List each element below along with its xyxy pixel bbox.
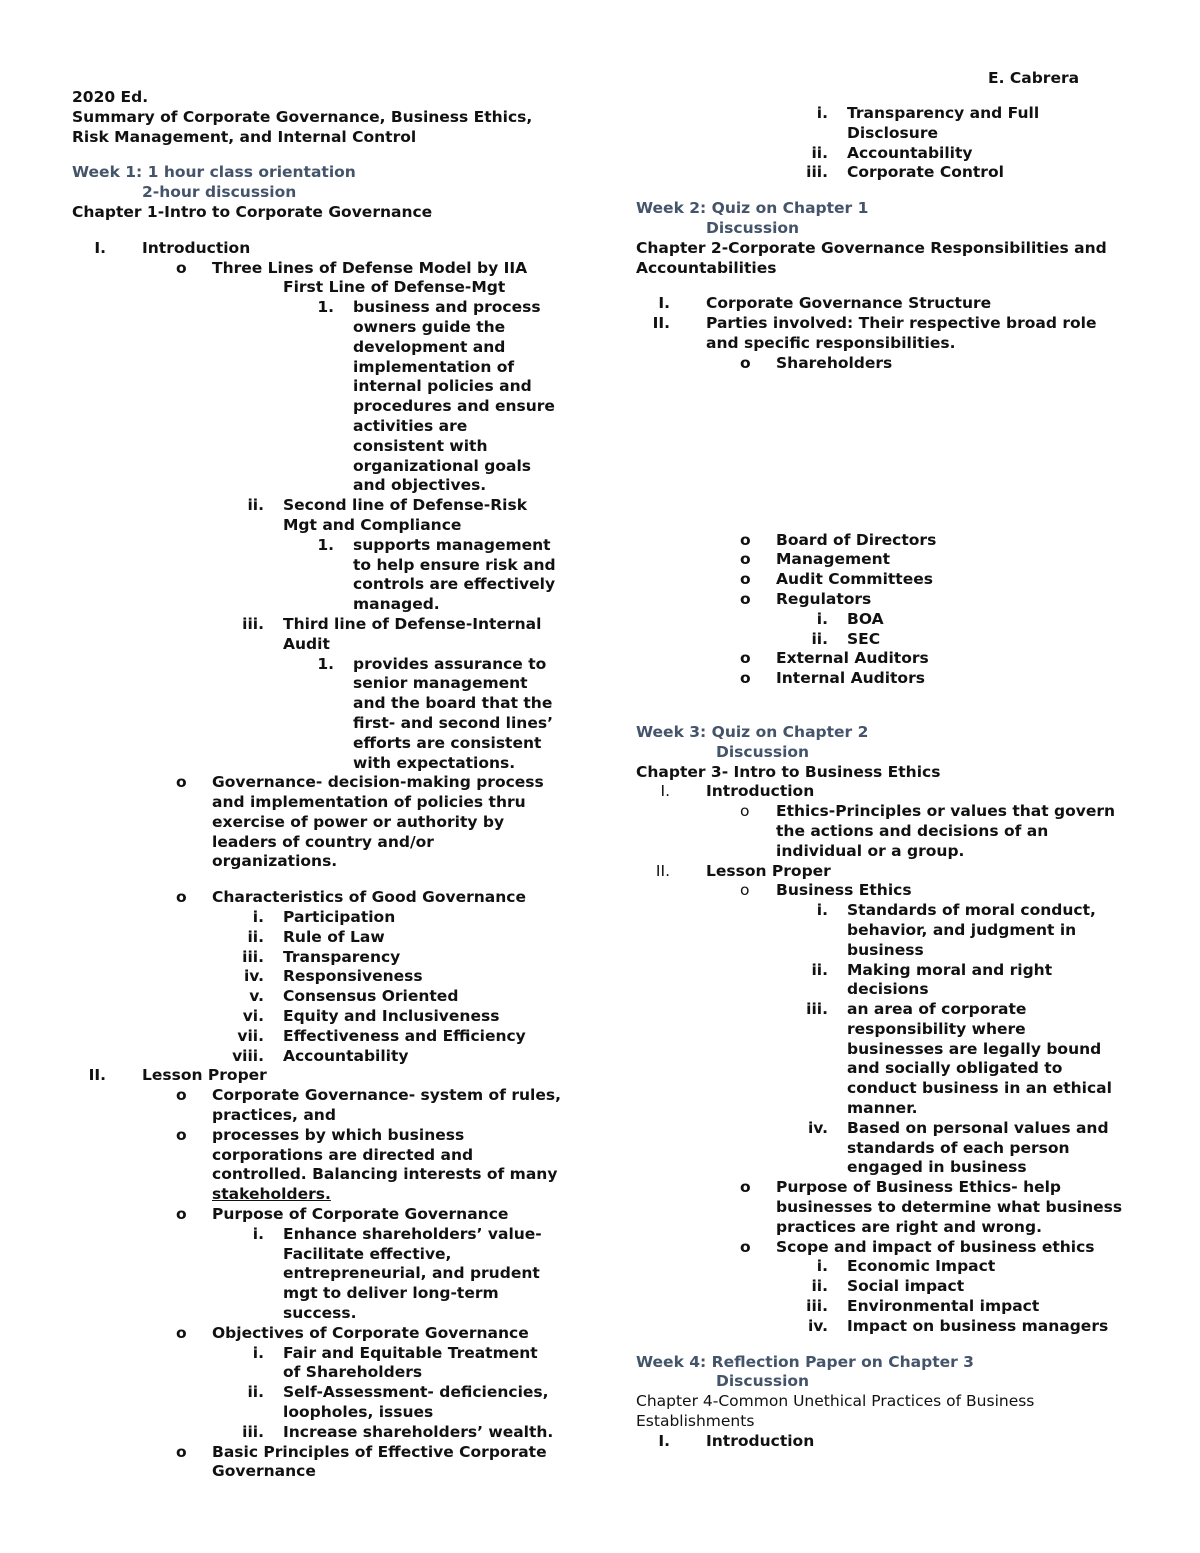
right-column: i. Transparency and Full Disclosure ii. Accountability iii. Corporate Control Week 2: Quiz on Chapter 1 Discussion Chapter 2-Corporate Governance Responsibilities and Accountabilities I. Corporate Governance Structure II. Parties involved: Their respective broad role and specific responsibilities. o Shareholders o Board of Directors o Management o Audit Committees o Regulators i. BOA ii. SEC o External Auditors o Internal Auditors Week 3: Quiz on Chapter 2 Discussion Chapter 3- Intro to Business Ethics I. Introduction o Ethics-Principles or values that govern the actions and decisions of an individual or a group. II. Lesson Proper o Business Ethics i. Standards of moral conduct, behavior, and judgment in business ii. Making moral and right decisions iii. an area of corporate responsibility where businesses are legally bound and socially obligated to conduct business in an ethical manner. iv. Based on personal values and standards of each person engaged in business o Purpose of Business Ethics- help businesses to determine what business practices are right and wrong. o Scope and impact of business ethics i. Economic Impact ii. Social impact iii. Environmental impact iv. Impact on business managers Week 4: Reflection Paper on Chapter 3 Discussion Chapter 4-Common Unethical Practices of Business Establishments I. Introduction [636,104,1156,1452]
list-item: ii. Making moral and right [811,960,1053,979]
list-item: iii. Transparency [242,947,401,966]
section-introduction [72,239,572,259]
list-item: ii. Rule of Law [247,927,385,946]
list-item: i. Enhance shareholders’ value- [252,1224,542,1243]
list-item: o Objectives of Corporate Governance [176,1323,529,1342]
list-item: iv. Impact on business managers [807,1316,1109,1335]
list-item: ii. Second line of Defense-Risk [247,496,528,515]
bullet-icon: o [176,1086,187,1105]
list-item: iii. Environmental impact [806,1297,1040,1316]
list-item: o Audit Committees [740,570,933,589]
list-item: i. Fair and Equitable Treatment [252,1343,538,1362]
list-item: o Purpose of Business Ethics- help [740,1178,1062,1197]
list-item: iv. Based on personal values and [807,1118,1109,1137]
list-item: o Management [740,550,891,569]
chapter2-title: Chapter 2-Corporate Governance Responsibilities and [636,238,1107,257]
list-item: i. Economic Impact [816,1257,996,1276]
section-lesson-proper [72,1066,572,1086]
list-item: o Corporate Governance- system of rules, [176,1086,561,1105]
bullet-icon: o [740,570,751,589]
bullet-icon: o [740,589,751,608]
list-item: iii. an area of corporate [806,1000,1027,1019]
section-introduction: I. Introduction [636,782,1156,802]
author-name: E. Cabrera [988,69,1080,87]
bullet-icon: o [740,669,751,688]
bullet-icon: o [740,881,750,900]
chapter1-title: Chapter 1-Intro to Corporate Governance [72,202,433,221]
week2-heading: Week 2: Quiz on Chapter 1 [636,199,869,218]
list-item: vii. Effectiveness and Efficiency [237,1026,526,1045]
section-number: II. [652,314,670,333]
first-line-of-defense-title: First Line of Defense-Mgt [283,278,506,297]
bullet-icon: o [740,550,751,569]
list-item: o Board of Directors [740,530,937,549]
bullet-icon: o [740,649,751,668]
list-item: o Scope and impact of business ethics [740,1237,1095,1256]
edition: 2020 Ed. [72,88,149,106]
list-item: o Purpose of Corporate Governance [176,1205,509,1224]
doc-title-line-2: Risk Management, and Internal Control [72,127,417,146]
section-number: I. [94,238,106,257]
bullet-icon: o [176,1125,187,1144]
bullet-icon: o [740,530,751,549]
doc-title-line-1: Summary of Corporate Governance, Business Ethics, [72,107,533,126]
week2-subheading: Discussion [706,218,800,237]
list-item: o Internal Auditors [740,669,925,688]
list-item: iii. Third line of Defense-Internal [242,614,542,633]
week4-subheading: Discussion [716,1372,810,1391]
list-item: o Shareholders [740,353,893,372]
list-item: o Business Ethics [740,881,912,900]
list-item: i. Transparency and Full [816,104,1040,122]
section-number: II. [655,861,670,880]
section-title: Lesson Proper [142,1066,267,1085]
list-item: i. Standards of moral conduct, [816,901,1096,920]
bullet-icon: o [176,1205,187,1224]
list-item: ii. Social impact [811,1277,965,1296]
week1-heading: Week 1: 1 hour class orientation [72,163,356,182]
list-item: i. Participation [252,908,396,927]
chapter4-title: Chapter 4-Common Unethical Practices of Business [636,1392,1035,1411]
chapter3-title: Chapter 3- Intro to Business Ethics [636,762,941,781]
list-item: ii. Self-Assessment- deficiencies, [247,1383,549,1402]
list-item: iii. Corporate Control [806,163,1004,182]
section-number: I. [660,782,670,801]
stakeholders-text: stakeholders. [212,1185,331,1204]
bullet-icon: o [176,888,187,907]
list-item: 1. provides assurance to [317,654,547,673]
list-item: i. BOA [816,609,884,628]
bullet-icon: o [740,802,750,821]
bullet-icon: o [176,258,187,277]
section-structure: I. Corporate Governance Structure [636,294,1156,314]
week4-heading: Week 4: Reflection Paper on Chapter 3 [636,1352,974,1371]
list-item: o Regulators [740,589,872,608]
list-item: viii. Accountability [232,1046,409,1065]
section-title: Introduction [142,238,251,257]
list-item: iv. Responsiveness [243,967,423,986]
list-item: iii. Increase shareholders’ wealth. [242,1422,554,1441]
list-item: o processes by which business [176,1125,465,1144]
list-item: o Three Lines of Defense Model by IIA [176,258,528,277]
list-item: o Ethics-Principles or values that govern [740,802,1116,821]
list-item: vi. Equity and Inclusiveness [242,1007,500,1026]
bullet-icon: o [740,1178,751,1197]
bullet-icon: o [176,1323,187,1342]
list-item: o Governance- decision-making process [176,773,544,792]
week3-subheading: Discussion [716,742,810,761]
section-lesson-proper: II. Lesson Proper [636,862,1156,882]
week3-heading: Week 3: Quiz on Chapter 2 [636,722,869,741]
list-item: o External Auditors [740,649,929,668]
list-item: 1. supports management [317,535,551,554]
bullet-icon: o [176,773,187,792]
list-item: 1. business and process [317,298,541,317]
bullet-icon: o [740,1237,751,1256]
list-item: ii. SEC [811,629,881,648]
bullet-icon: o [176,1442,187,1461]
week1-subheading: 2-hour discussion [142,183,297,202]
section-number: II. [88,1066,106,1085]
list-item: o Characteristics of Good Governance [176,888,526,907]
section-number: I. [658,294,670,313]
list-item: ii. Accountability [811,143,973,162]
bullet-icon: o [740,353,751,372]
list-item: v. Consensus Oriented [249,987,459,1006]
section-number: I. [658,1431,670,1450]
left-column: 2020 Ed. Summary of Corporate Governance, Business Ethics, Risk Management, and Internal Control Week 1: 1 hour class orientation 2-hour discussion Chapter 1-Intro to Corporate Governance I. Introduction o Three Lines of Defense Model by IIA First Line of Defense-Mgt 1. business and process owners guide the development and implementation of internal policies and procedures and ensure activities are consistent with organizational goals and objectives. ii. Second line of Defense-Risk Mgt and Compliance 1. supports management to help ensure risk and controls are effectively managed. iii. Third line of Defense-Internal Audit 1. provides assurance to senior management and the board that the first- and second lines’ efforts are consistent with expectations. o Governance- decision-making process and implementation of policies thru exercise of power or authority by leaders of country and/or organizations. o Characteristics of Good Governance i. Participation ii. Rule of Law iii. Transparency iv. Responsiveness v. Consensus Oriented vi. Equity and Inclusiveness vii. Effectiveness and Efficiency viii. Accountability II. Lesson Proper o Corporate Governance- system of rules, practices, and o processes by which business corporations are directed and controlled. Balancing interests of many stakeholders. o Purpose of Corporate Governance i. Enhance shareholders’ value- Facilitate effective, entrepreneurial, and prudent mgt to deliver long-term success. o Objectives of Corporate Governance i. Fair and Equitable Treatment of Shareholders ii. Self-Assessment- deficiencies, loopholes, issues iii. Increase shareholders’ wealth. o Basic Principles of Effective Corporate Governance [72,88,572,1482]
section-parties: II. Parties involved: Their respective broad role [636,314,1156,334]
list-item: o Basic Principles of Effective Corporate [176,1442,547,1461]
section-introduction: I. Introduction [636,1432,1156,1452]
